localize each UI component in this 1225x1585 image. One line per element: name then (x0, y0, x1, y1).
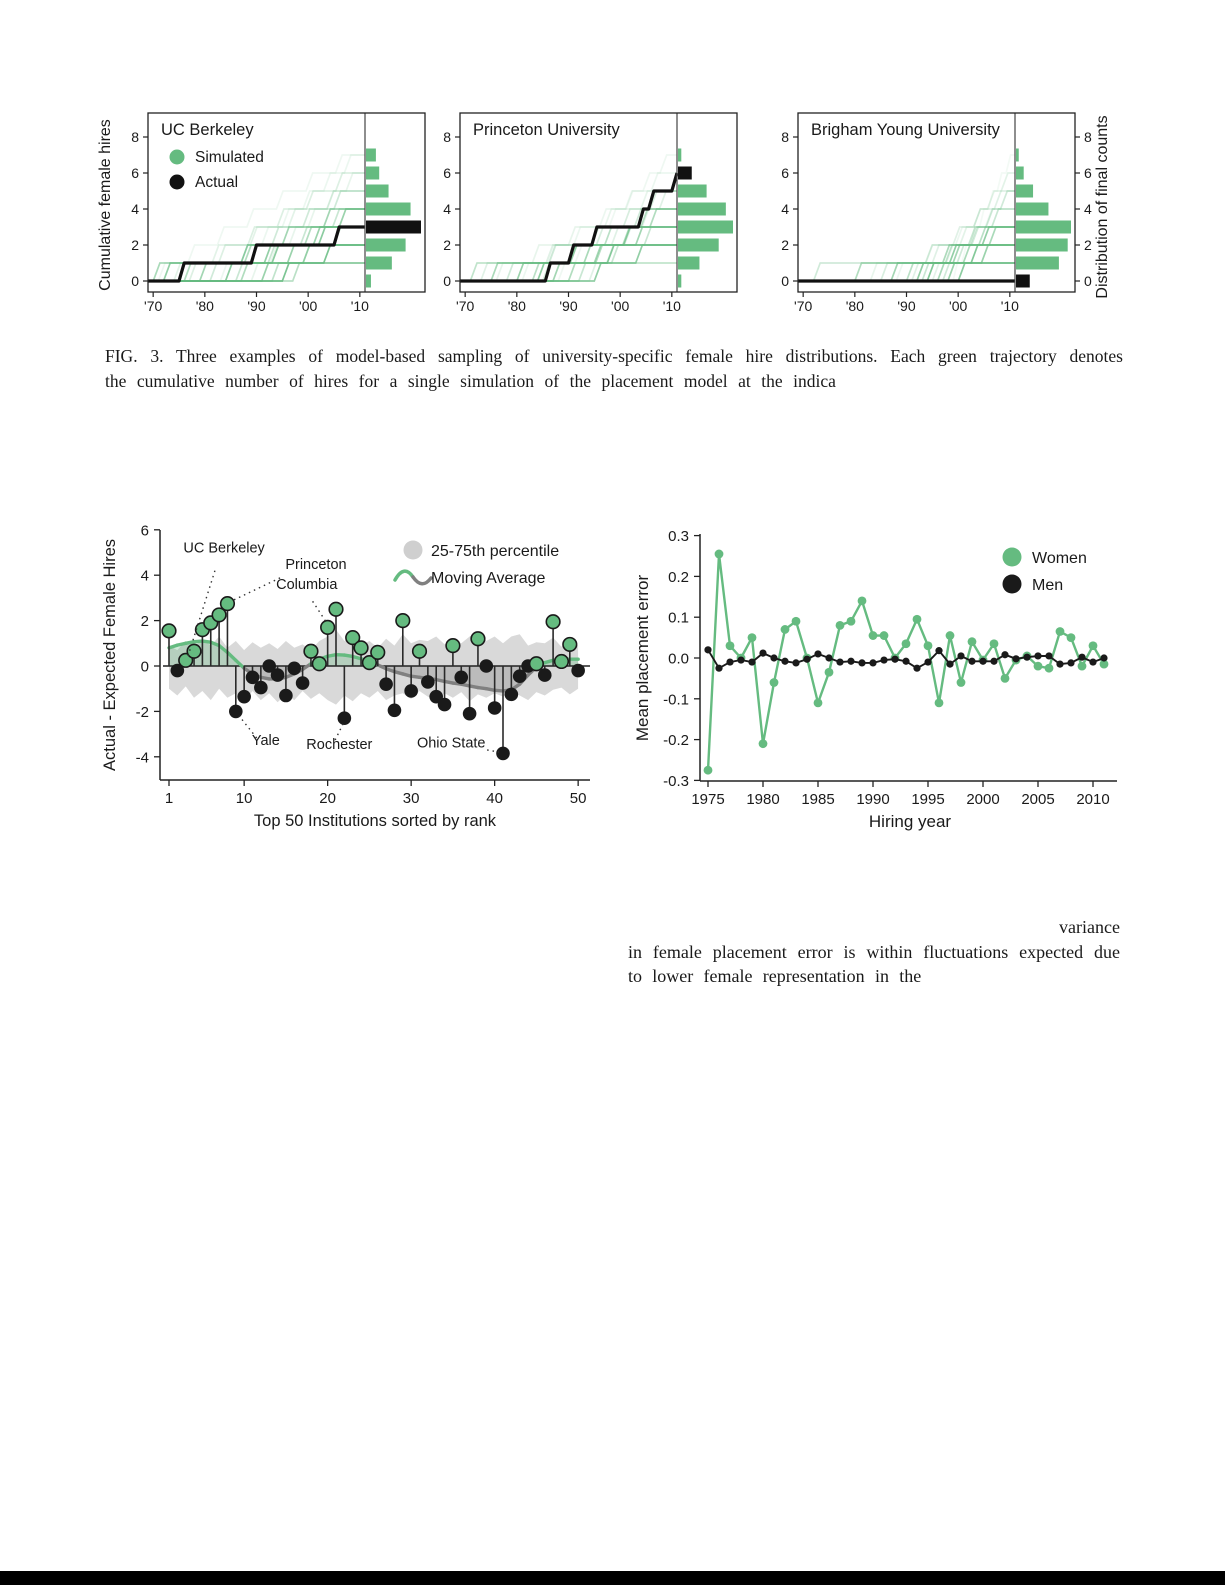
final-count-bar (1016, 239, 1068, 252)
figure4-left-panel (85, 500, 625, 850)
men-point (979, 658, 986, 665)
y-tick-label: -0.3 (663, 772, 689, 790)
x-tick-label: '70 (144, 298, 163, 314)
men-point (792, 659, 799, 666)
simulated-trajectory (460, 191, 677, 281)
final-count-bar (366, 203, 411, 216)
final-count-bar (678, 185, 707, 198)
x-axis-title: Top 50 Institutions sorted by rank (253, 812, 497, 830)
final-count-bar (1016, 185, 1033, 198)
x-tick-label: 1 (164, 790, 174, 807)
y-tick-label: 0 (131, 273, 139, 289)
actual-count-bar (678, 167, 692, 180)
annotation-leader (233, 578, 280, 600)
y-tick-label: 8 (443, 129, 451, 145)
final-count-bar (678, 275, 681, 288)
final-count-bar (366, 275, 371, 288)
y-tick-label: 6 (781, 165, 789, 181)
legend-men-label: Men (1032, 577, 1064, 594)
x-tick-label: 40 (486, 790, 503, 807)
annotation-label: Yale (251, 732, 280, 749)
x-tick-label: 1985 (801, 791, 835, 808)
women-point (781, 625, 790, 634)
positive-dot (446, 639, 460, 653)
positive-dot (304, 644, 318, 658)
institution-error-chart (85, 500, 625, 850)
actual-count-bar (1016, 275, 1030, 288)
final-count-bar (366, 185, 389, 198)
negative-dot (379, 677, 393, 691)
negative-dot (279, 689, 293, 703)
x-tick-label: '80 (195, 298, 214, 314)
men-point (1078, 654, 1085, 661)
y-tick-label: 0.1 (668, 609, 689, 627)
final-count-bar (1016, 149, 1019, 162)
caption-line-1: FIG. 3. Three examples of model-based sampling of university-specific female hire distributions. Each green trajectory denotes (105, 346, 1123, 366)
annotation-label: UC Berkeley (183, 540, 265, 557)
x-tick-label: 30 (402, 790, 420, 807)
y-right-tick-label: 6 (1084, 165, 1092, 181)
x-tick-label: '80 (845, 298, 864, 314)
legend-moving-average-label: Moving Average (431, 570, 546, 587)
positive-dot (555, 655, 569, 669)
y-axis-title: Mean placement error (633, 574, 652, 742)
x-tick-label: 50 (569, 790, 587, 807)
y-tick-label: 8 (781, 129, 789, 145)
positive-dot (471, 632, 485, 646)
men-point (891, 656, 898, 663)
panel-title: Princeton University (473, 121, 620, 139)
women-point (1067, 633, 1076, 642)
x-tick-label: '90 (897, 298, 916, 314)
x-tick-label: '70 (794, 298, 813, 314)
x-tick-label: '00 (611, 298, 630, 314)
x-tick-label: 1990 (856, 791, 890, 808)
final-count-bar (366, 239, 406, 252)
negative-dot (454, 671, 468, 685)
men-point (803, 656, 810, 663)
legend-simulated-label: Simulated (195, 149, 264, 166)
positive-dot (221, 597, 235, 611)
simulated-trajectory (798, 263, 1015, 281)
negative-dot (404, 684, 418, 698)
women-point (1034, 662, 1043, 671)
y-tick-label: 2 (443, 237, 451, 253)
annotation-label: Ohio State (416, 735, 486, 752)
men-point (1067, 659, 1074, 666)
positive-dot (329, 602, 343, 616)
final-count-bar (366, 149, 376, 162)
simulated-trajectory (460, 227, 677, 281)
left-axis-title: Cumulative female hires (97, 119, 114, 291)
men-point (781, 658, 788, 665)
women-point (792, 617, 801, 626)
page-footer-bar (0, 1571, 1225, 1585)
final-count-bar (366, 167, 379, 180)
final-count-bar (678, 221, 733, 234)
x-tick-label: '90 (247, 298, 266, 314)
women-point (990, 639, 999, 648)
women-point (1056, 627, 1065, 636)
women-point (1078, 662, 1087, 671)
women-point (880, 631, 889, 640)
women-point (1045, 664, 1054, 673)
x-tick-label: 2005 (1021, 791, 1055, 808)
negative-dot (388, 703, 402, 717)
final-count-bar (678, 149, 681, 162)
simulated-trajectory (798, 263, 1015, 281)
negative-dot (421, 675, 435, 689)
women-point (715, 550, 724, 559)
legend-wave-green (395, 571, 413, 580)
simulated-trajectory (798, 227, 1015, 281)
y-tick-label: 6 (443, 165, 451, 181)
y-tick-label: 4 (140, 567, 149, 585)
men-point (935, 647, 942, 654)
men-point (946, 661, 953, 668)
y-tick-label: 4 (443, 201, 451, 217)
y-tick-label: 0.3 (668, 528, 689, 546)
legend-women-label: Women (1032, 550, 1087, 567)
y-tick-label: 2 (140, 613, 149, 631)
women-point (847, 617, 856, 626)
positive-dot (371, 646, 385, 660)
legend-simulated-dot (170, 150, 185, 165)
final-count-bar (678, 203, 726, 216)
women-point (946, 631, 955, 640)
men-point (1089, 658, 1096, 665)
negative-dot (463, 707, 477, 721)
body-paragraph (628, 915, 1120, 989)
men-point (924, 658, 931, 665)
positive-dot (563, 638, 577, 652)
women-point (704, 766, 713, 775)
negative-dot (338, 711, 352, 725)
men-point (715, 665, 722, 672)
y-tick-label: -4 (135, 749, 149, 767)
men-point (990, 658, 997, 665)
women-point (935, 698, 944, 707)
men-point (1045, 652, 1052, 659)
y-tick-label: 0.2 (668, 568, 689, 586)
legend-women-dot (1003, 548, 1022, 567)
women-point (825, 668, 834, 677)
final-count-bar (678, 257, 699, 270)
men-point (869, 659, 876, 666)
final-count-bar (1016, 167, 1024, 180)
negative-dot (237, 690, 251, 704)
legend-actual-label: Actual (195, 174, 239, 191)
women-point (726, 641, 735, 650)
women-point (968, 637, 977, 646)
x-tick-label: '10 (350, 298, 369, 314)
y-tick-label: 6 (131, 165, 139, 181)
men-point (1056, 661, 1063, 668)
x-tick-label: '80 (507, 298, 526, 314)
positive-dot (530, 657, 544, 671)
final-count-bar (1016, 257, 1059, 270)
y-right-tick-label: 2 (1084, 237, 1092, 253)
body-line-1: variance (1059, 917, 1120, 937)
men-point (847, 658, 854, 665)
y-tick-label: 8 (131, 129, 139, 145)
annotation-leader (313, 601, 326, 621)
men-point (1100, 654, 1107, 661)
y-tick-label: 6 (140, 522, 149, 540)
positive-dot (354, 641, 368, 655)
annotation-label: Princeton (285, 557, 347, 574)
legend-wave-gray (413, 577, 431, 584)
x-tick-label: '70 (456, 298, 475, 314)
x-tick-label: 10 (235, 790, 253, 807)
panel-title: Brigham Young University (811, 121, 1000, 139)
men-point (770, 654, 777, 661)
y-tick-label: 0.0 (668, 650, 689, 668)
placement-error-chart (620, 500, 1180, 850)
men-point (825, 654, 832, 661)
women-point (1089, 641, 1098, 650)
men-point (957, 652, 964, 659)
simulated-trajectory (460, 191, 677, 281)
final-count-bar (1016, 203, 1048, 216)
final-count-bar (366, 257, 392, 270)
y-right-tick-label: 4 (1084, 201, 1092, 217)
women-point (924, 641, 933, 650)
men-point (814, 650, 821, 657)
x-tick-label: '10 (662, 298, 681, 314)
y-tick-label: -2 (135, 703, 149, 721)
simulated-trajectory (460, 227, 677, 281)
x-tick-label: 2000 (966, 791, 1000, 808)
right-axis-title: Distribution of final counts (1094, 115, 1111, 299)
positive-dot (413, 644, 427, 658)
positive-dot (546, 615, 560, 629)
x-tick-label: 1995 (911, 791, 945, 808)
women-point (957, 678, 966, 687)
men-point (858, 659, 865, 666)
negative-dot (496, 747, 510, 761)
negative-dot (480, 659, 494, 673)
x-tick-label: 20 (319, 790, 336, 807)
negative-dot (254, 681, 268, 695)
simulated-trajectory (460, 227, 677, 281)
final-count-bar (678, 239, 719, 252)
body-line-2: in female placement error is within fluctuations expected due (628, 941, 1120, 962)
x-tick-label: 1975 (691, 791, 725, 808)
actual-trajectory (148, 227, 365, 281)
negative-dot (271, 668, 285, 682)
x-tick-label: '90 (559, 298, 578, 314)
x-axis-title: Hiring year (868, 812, 952, 831)
positive-dot (187, 644, 201, 658)
figure-caption (105, 344, 1123, 394)
negative-dot (296, 676, 310, 690)
men-point (748, 658, 755, 665)
legend-percentile-label: 25-75th percentile (431, 543, 560, 560)
annotation-label: Rochester (306, 737, 373, 754)
simulated-trajectory (148, 155, 365, 281)
men-point (968, 658, 975, 665)
negative-dot (438, 698, 452, 712)
caption-line-2: the cumulative number of hires for a single simulation of the placement model at the indica (105, 371, 836, 391)
men-point (759, 650, 766, 657)
x-tick-label: '00 (299, 298, 318, 314)
cumulative-hires-chart (85, 95, 1125, 335)
y-tick-label: 2 (781, 237, 789, 253)
negative-dot (287, 661, 301, 675)
y-right-tick-label: 0 (1084, 273, 1092, 289)
positive-dot (321, 621, 335, 635)
women-point (748, 633, 757, 642)
men-point (1023, 654, 1030, 661)
y-tick-label: 0 (140, 658, 149, 676)
final-count-bar (1016, 221, 1071, 234)
y-tick-label: 2 (131, 237, 139, 253)
men-point (836, 658, 843, 665)
x-tick-label: '00 (949, 298, 968, 314)
simulated-trajectory (148, 155, 365, 281)
men-point (880, 656, 887, 663)
legend-men-dot (1003, 575, 1022, 594)
women-point (1001, 674, 1010, 683)
y-tick-label: -0.1 (663, 691, 689, 709)
x-tick-label: 2010 (1076, 791, 1110, 808)
women-point (814, 698, 823, 707)
y-right-tick-label: 8 (1084, 129, 1092, 145)
women-point (913, 615, 922, 624)
negative-dot (538, 668, 552, 682)
body-line-3: to lower female representation in the (628, 966, 922, 986)
legend-actual-dot (170, 175, 185, 190)
negative-dot (488, 701, 502, 715)
annotation-label: Columbia (276, 577, 338, 594)
women-point (759, 739, 768, 748)
panel-title: UC Berkeley (161, 121, 254, 139)
x-tick-label: 1980 (746, 791, 780, 808)
women-point (836, 621, 845, 630)
negative-dot (505, 688, 519, 702)
positive-dot (162, 624, 176, 638)
positive-dot (396, 614, 410, 628)
women-point (770, 678, 779, 687)
men-point (902, 658, 909, 665)
y-axis-title: Actual - Expected Female Hires (101, 538, 119, 772)
women-point (902, 639, 911, 648)
negative-dot (229, 705, 243, 719)
figure3-simulation-panels (85, 95, 1125, 335)
simulated-trajectory (460, 191, 677, 281)
men-point (704, 646, 711, 653)
men-point (726, 658, 733, 665)
negative-dot (571, 664, 585, 678)
y-tick-label: 0 (443, 273, 451, 289)
men-point (737, 656, 744, 663)
positive-dot (313, 657, 327, 671)
men-point (1001, 651, 1008, 658)
y-tick-label: 4 (781, 201, 789, 217)
women-point (869, 631, 878, 640)
y-tick-label: 0 (781, 273, 789, 289)
simulated-trajectory (798, 263, 1015, 281)
simulated-trajectory (460, 227, 677, 281)
legend-percentile-dot (404, 541, 423, 560)
men-point (1034, 652, 1041, 659)
actual-count-bar (366, 221, 421, 234)
y-tick-label: -0.2 (663, 732, 689, 750)
x-tick-label: '10 (1000, 298, 1019, 314)
y-tick-label: 4 (131, 201, 139, 217)
figure4-right-panel (620, 500, 1180, 850)
women-point (858, 596, 867, 605)
men-point (1012, 655, 1019, 662)
men-point (913, 665, 920, 672)
